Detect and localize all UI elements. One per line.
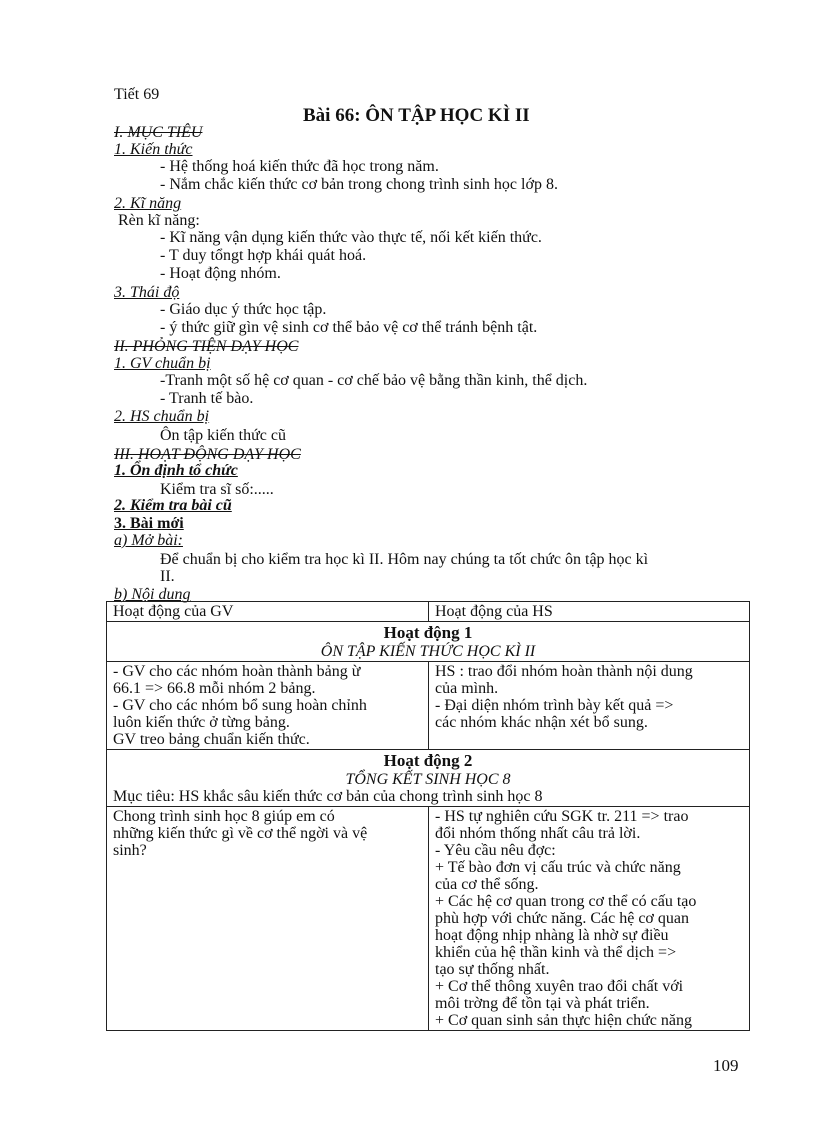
hs-line: tạo sự thống nhất. [435,961,550,978]
hs-line: - Đại diện nhóm trình bày kết quả => [435,697,674,714]
hs-line: các nhóm khác nhận xét bổ sung. [435,714,648,731]
activity2-gv-cell [107,807,429,1031]
page-number: 109 [713,1056,739,1075]
new-lesson-heading: 3. Bài mới [114,515,184,532]
opening-text: Để chuẩn bị cho kiểm tra học kì II. Hôm nay chúng ta tốt chức ôn tập học kì [160,551,649,568]
teacher-prep-heading: 1. GV chuẩn bị [114,355,211,372]
activity1-title-row [107,622,750,662]
activity2-subtitle: TỔNG KẾT SINH HỌC 8 [345,771,511,788]
gv-line: luôn kiến thức ở từng bảng. [113,714,290,731]
knowledge-heading: 1. Kiến thức [114,141,193,158]
hs-line: - HS tự nghiên cứu SGK tr. 211 => trao [435,808,689,825]
table-header-row [107,602,750,622]
title-prefix: Bài 66: [303,105,361,126]
section3-heading: III. HOẠT ĐỘNG DẠY HỌC [114,446,301,463]
hs-line: môi trờng để tồn tại và phát triển. [435,995,650,1012]
activity1-title: Hoạt động 1 [383,623,473,642]
attitude-item: - ý thức giữ gìn vệ sinh cơ thể bảo vệ cơ thể tránh bệnh tật. [160,319,538,336]
skills-item: - T duy tổngt hợp khái quát hoá. [160,247,367,264]
activity2-hs-cell [429,807,750,1031]
activity1-hs-cell [429,662,750,750]
content-heading: b) Nội dung [114,586,191,603]
gv-line: 66.1 => 66.8 mỗi nhóm 2 bảng. [113,680,316,697]
hs-line: của mình. [435,680,499,697]
student-prep-heading: 2. HS chuẩn bị [114,408,210,425]
gv-line: Chong trình sinh học 8 giúp em có [113,808,335,825]
title-main: ÔN TẬP HỌC KÌ II [360,105,530,126]
old-lesson-heading: 2. Kiểm tra bài cũ [114,497,232,514]
hs-line: + Tế bào đơn vị cấu trúc và chức năng [435,859,681,876]
gv-line: GV treo bảng chuẩn kiến thức. [113,731,310,748]
gv-line: - GV cho các nhóm bổ sung hoàn chỉnh [113,697,367,714]
stabilize-heading: 1. Ổn định tổ chức [114,462,238,479]
hs-line: đổi nhóm thống nhất câu trả lời. [435,825,641,842]
activity2-goal: Mục tiêu: HS khắc sâu kiến thức cơ bản của chong trình sinh học 8 [113,788,543,805]
stabilize-text: Kiểm tra sĩ số:..... [160,481,274,498]
activity2-title: Hoạt động 2 [383,751,473,770]
opening-heading: a) Mở bài: [114,532,183,549]
section2-heading: II. PHỎNG TIỆN DẠY HỌC [114,338,299,355]
teacher-prep-item: - Tranh tế bào. [160,390,254,407]
skills-item: - Hoạt động nhóm. [160,265,281,282]
attitude-heading: 3. Thái độ [114,284,180,301]
header-hs: Hoạt động của HS [429,602,750,622]
hs-line: của cơ thể sống. [435,876,539,893]
activity1-row [107,662,750,750]
student-prep-item: Ôn tập kiến thức cũ [160,427,286,444]
skills-heading: 2. Kĩ năng [114,195,182,212]
section1-heading: I. MỤC TIÊU [114,124,203,141]
hs-line: hoạt động nhịp nhàng là nhờ sự điều [435,927,669,944]
skills-item: - Kĩ năng vận dụng kiến thức vào thực tế, nối kết kiến thức. [160,229,542,246]
activity1-title-cell [107,622,750,662]
activity-table [106,601,750,1031]
page-title [303,105,530,127]
gv-line: những kiến thức gì về cơ thể ngời và vệ [113,825,368,842]
hs-line: phù hợp với chức năng. Các hệ cơ quan [435,910,689,927]
activity2-title-cell [107,750,750,807]
lesson-label: Tiết 69 [114,86,160,103]
skills-intro: Rèn kĩ năng: [118,212,200,229]
hs-line: HS : trao đổi nhóm hoàn thành nội dung [435,663,693,680]
header-gv: Hoạt động của GV [107,602,429,622]
knowledge-item: - Hệ thống hoá kiến thức đã học trong năm. [160,158,439,175]
activity2-row [107,807,750,1031]
hs-line: - Yêu cầu nêu đợc: [435,842,556,859]
activity1-subtitle: ÔN TẬP KIẾN THỨC HỌC KÌ II [320,643,536,660]
knowledge-item: - Nắm chắc kiến thức cơ bản trong chong trình sinh học lớp 8. [160,176,558,193]
activity1-gv-cell [107,662,429,750]
gv-line: sinh? [113,842,147,859]
hs-line: + Cơ quan sinh sản thực hiện chức năng [435,1012,692,1029]
hs-line: + Cơ thể thông xuyên trao đổi chất với [435,978,684,995]
gv-line: - GV cho các nhóm hoàn thành bảng ừ [113,663,361,680]
activity2-title-row [107,750,750,807]
opening-text: II. [160,568,175,585]
attitude-item: - Giáo dục ý thức học tập. [160,301,327,318]
hs-line: khiển của hệ thần kinh và thể dịch => [435,944,677,961]
hs-line: + Các hệ cơ quan trong cơ thể có cấu tạo [435,893,697,910]
teacher-prep-item: -Tranh một số hệ cơ quan - cơ chế bảo vệ bằng thần kinh, thể dịch. [160,372,588,389]
